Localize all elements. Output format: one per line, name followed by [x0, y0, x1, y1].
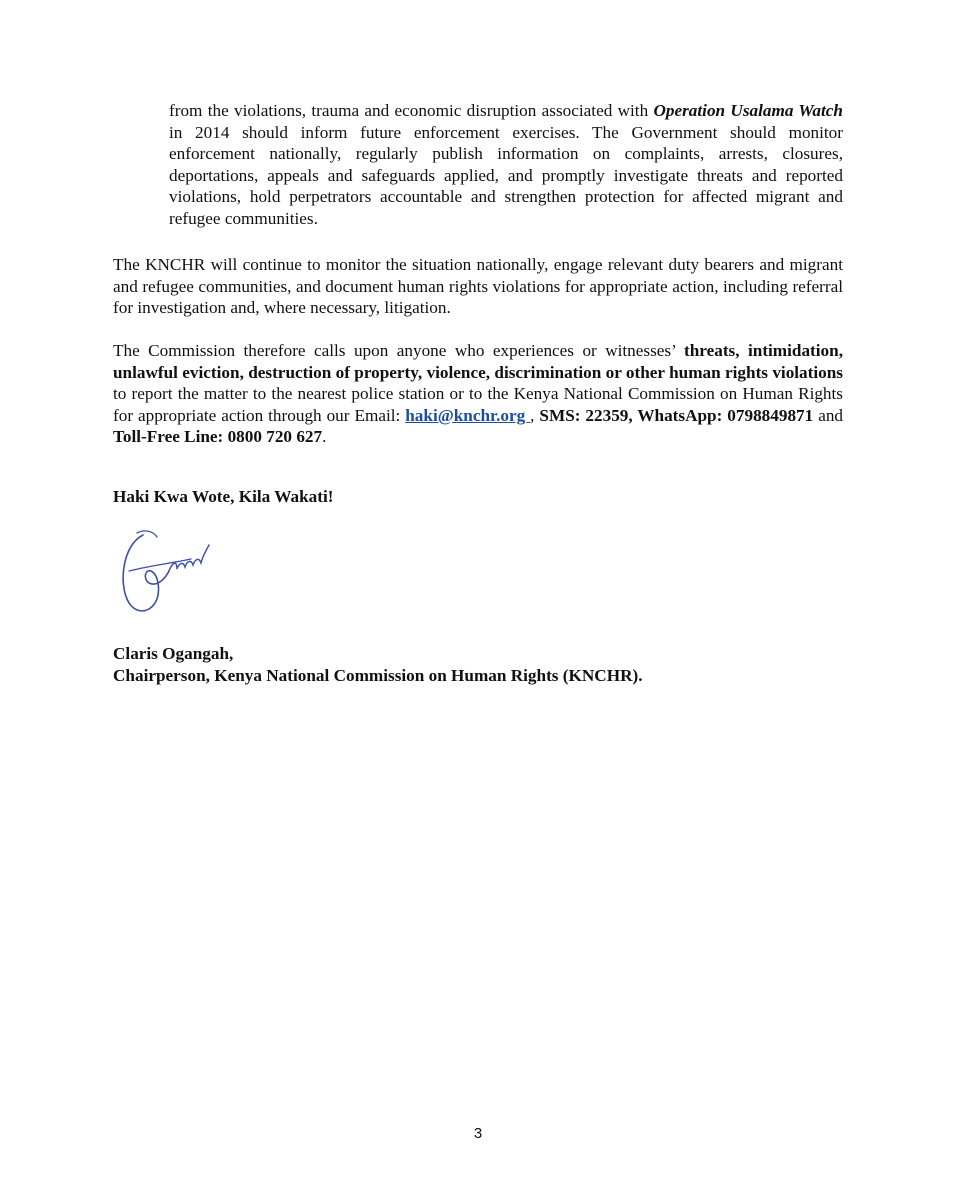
and-text: and [813, 405, 844, 425]
toll-free-line: Toll-Free Line: 0800 720 627 [113, 427, 323, 447]
monitor-paragraph: The KNCHR will continue to monitor the situation nationally, engage relevant duty bearers and migrant and refugee communities, and document human rights violations for appropriate action, including referral for investigation and, where necessary, litigation. [113, 255, 843, 318]
continued-paragraph [169, 100, 843, 230]
signer-block [113, 643, 643, 687]
sms-whatsapp-contacts: SMS: 22359, WhatsApp: 0798849871 [539, 405, 814, 425]
violations-list: threats, intimidation, unlawful eviction, destruction of property, violence, discrimination or other human rights violations [113, 341, 844, 382]
motto: Haki Kwa Wote, Kila Wakati! [113, 487, 334, 506]
signer-title: Chairperson, Kenya National Commission on Human Rights (KNCHR). [113, 666, 643, 685]
email-link[interactable]: haki@knchr.org [405, 405, 531, 425]
call-paragraph [113, 340, 843, 448]
separator: , [530, 405, 540, 425]
call-end: . [322, 427, 327, 447]
operation-name: Operation Usalama Watch [653, 101, 843, 120]
call-intro: The Commission therefore calls upon anyone who experiences or witnesses’ [113, 341, 684, 360]
continued-text-part1: from the violations, trauma and economic disruption associated with [169, 101, 654, 120]
signature-image [113, 523, 225, 621]
page-number: 3 [473, 1125, 483, 1142]
signer-name: Claris Ogangah, [113, 644, 234, 663]
call-middle: to report the matter to the nearest police station or to the Kenya National Commission on Human Rights for appropriate action through our Email: [113, 384, 843, 425]
continued-text-part2: in 2014 should inform future enforcement exercises. The Government should monitor enforcement nationally, regularly publish information on complaints, arrests, closures, deportations, appeals and safeguards applied, and promptly investigate threats and reported violations, hold perpetrators accountable and strengthen protection for affected migrant and refugee communities. [169, 122, 843, 228]
